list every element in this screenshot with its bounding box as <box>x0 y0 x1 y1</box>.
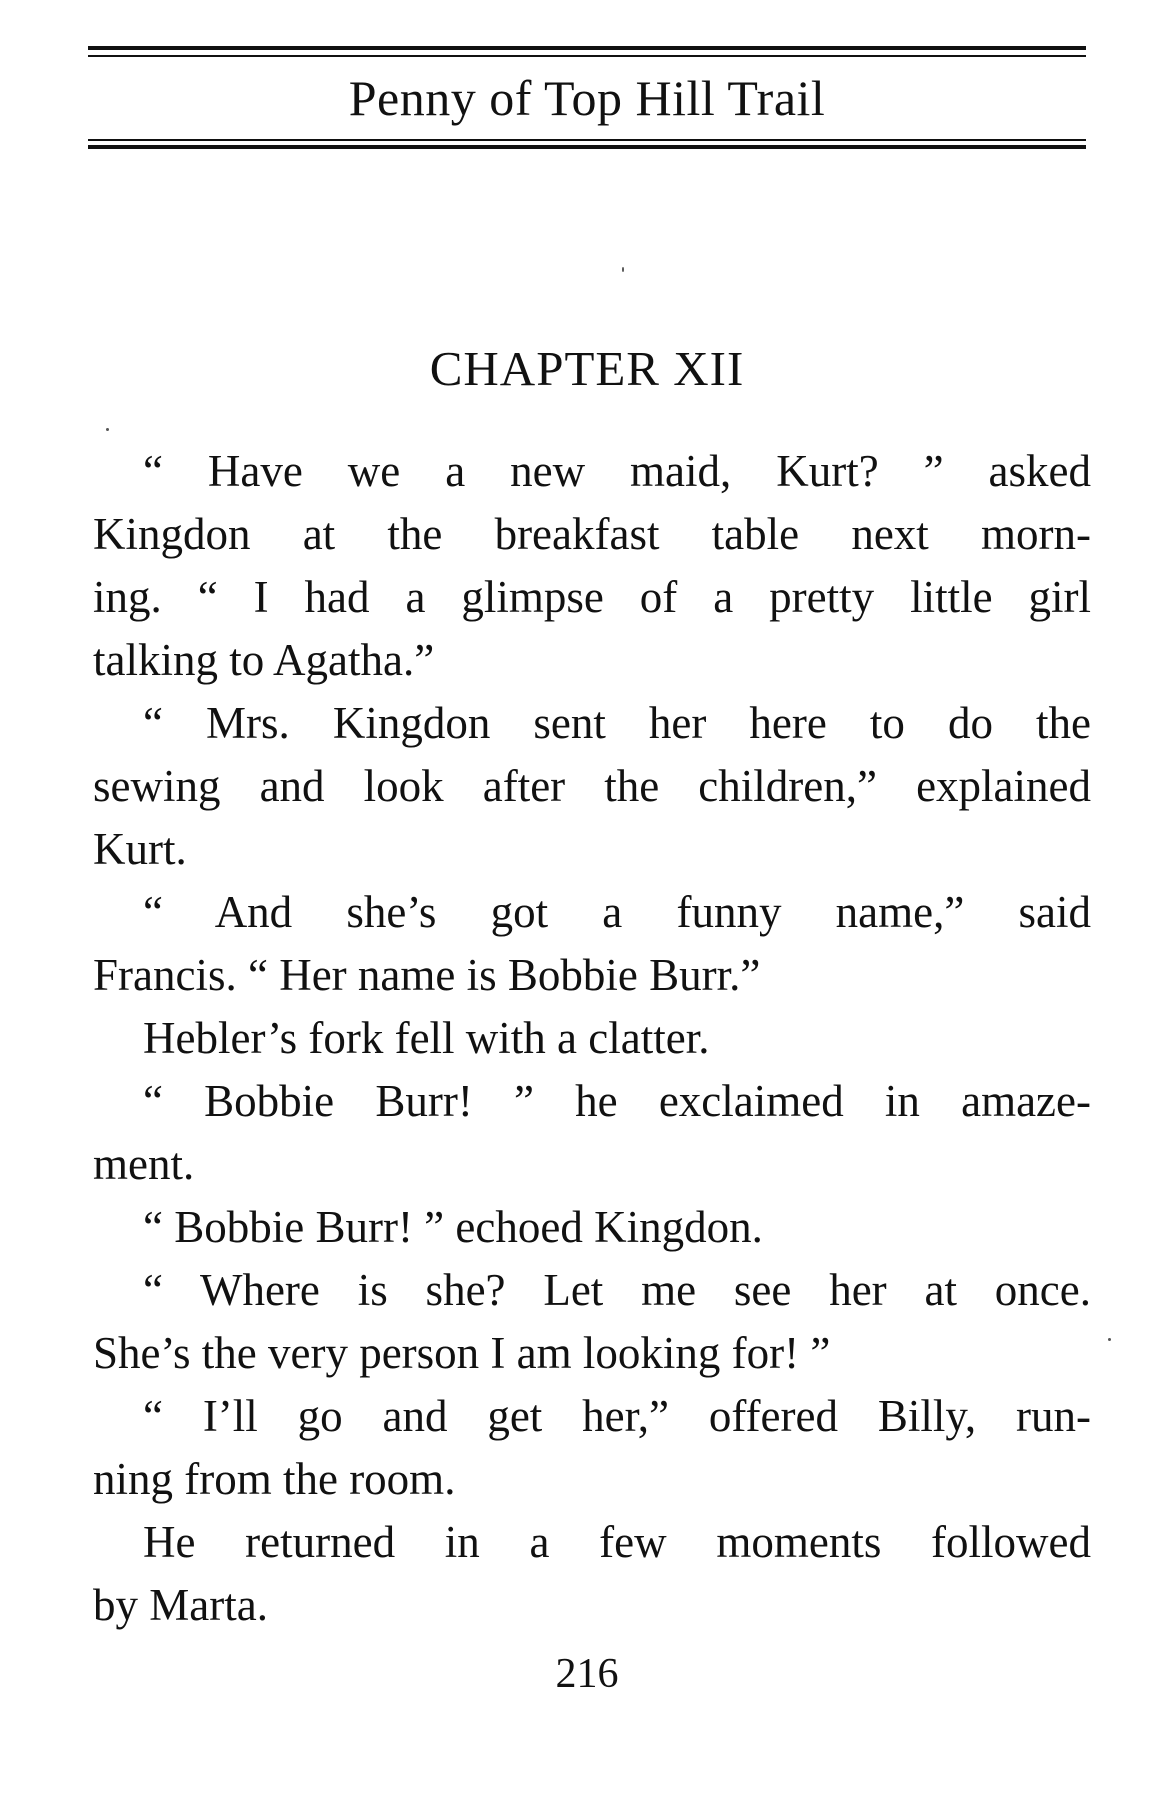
text-line: She’s the very person I am looking for! ” <box>93 1328 831 1378</box>
text-line: ning from the room. <box>93 1454 456 1504</box>
text-line: “ And she’s got a funny name,” said <box>143 887 1091 937</box>
text-line: “ Bobbie Burr! ” echoed Kingdon. <box>143 1202 763 1252</box>
header-rule-bottom-thin <box>88 139 1086 141</box>
text-line: ment. <box>93 1139 195 1189</box>
page-number: 216 <box>555 1651 619 1697</box>
header-rule-bottom-thick <box>88 145 1086 149</box>
text-line: Hebler’s fork fell with a clatter. <box>143 1013 710 1063</box>
text-line: “ Mrs. Kingdon sent her here to do the <box>143 698 1091 748</box>
header-rule-top-thin <box>88 55 1086 57</box>
body-text <box>93 440 1091 1637</box>
text-line: “ Have we a new maid, Kurt? ” asked <box>143 446 1091 496</box>
text-line: ing. “ I had a glimpse of a pretty little girl <box>93 572 1091 622</box>
text-line: “ I’ll go and get her,” offered Billy, run- <box>143 1391 1091 1441</box>
text-line: by Marta. <box>93 1580 268 1630</box>
running-title: Penny of Top Hill Trail <box>348 70 826 126</box>
text-line: “ Bobbie Burr! ” he exclaimed in amaze- <box>143 1076 1091 1126</box>
text-line: Kingdon at the breakfast table next morn- <box>93 509 1091 559</box>
text-line: “ Where is she? Let me see her at once. <box>143 1265 1091 1315</box>
scan-speck <box>106 428 109 431</box>
text-line: sewing and look after the children,” explained <box>93 761 1091 811</box>
text-line: Francis. “ Her name is Bobbie Burr.” <box>93 950 761 1000</box>
scan-speck <box>1108 1338 1111 1341</box>
text-line: talking to Agatha.” <box>93 635 435 685</box>
chapter-heading: CHAPTER XII <box>429 341 745 396</box>
text-line: Kurt. <box>93 824 187 874</box>
header-rule-top-thick <box>88 46 1086 50</box>
text-line: He returned in a few moments followed <box>143 1517 1091 1567</box>
scan-speck <box>622 267 624 272</box>
